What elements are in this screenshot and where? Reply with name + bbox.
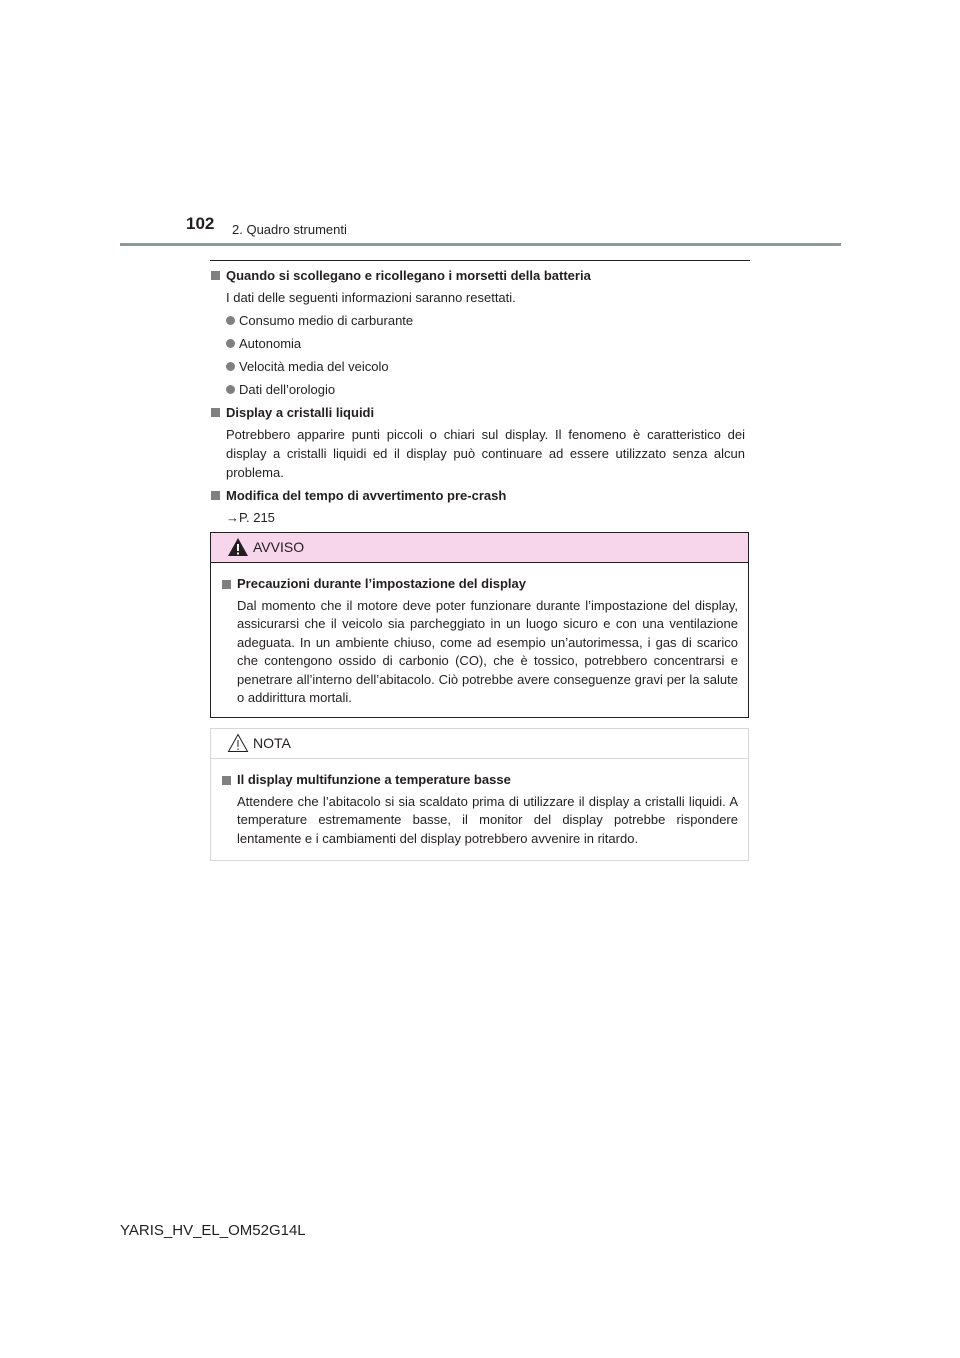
battery-heading-text: Quando si scollegano e ricollegano i morsetti della batteria <box>226 268 591 283</box>
warning-text: Dal momento che il motore deve poter funzionare durante l’impostazione del display, assicurarsi che il veicolo sia parcheggiato in un luogo sicuro e con una ventilazione adeguata. In un ambiente chiuso, come ad esempio un’autorimessa, i gas di scarico che contengono ossido di carbonio (CO), che è tossico, potrebbero concentrarsi e penetrare all’interno dell’abitacolo. Ciò potrebbe avere conseguenze gravi per la salute o addirittura mortali. <box>237 597 738 705</box>
warning-heading <box>221 575 738 594</box>
battery-heading <box>210 266 750 285</box>
circle-bullet-icon <box>226 385 235 394</box>
warning-header <box>211 533 748 563</box>
warning-heading-text: Precauzioni durante l’impostazione del display <box>237 576 526 591</box>
square-bullet-icon <box>222 580 231 589</box>
warning-triangle-icon <box>227 537 249 557</box>
square-bullet-icon <box>211 491 220 500</box>
list-item <box>226 334 750 353</box>
list-item-text: Velocità media del veicolo <box>239 359 389 374</box>
square-bullet-icon <box>211 271 220 280</box>
list-item-text: Autonomia <box>239 336 302 351</box>
notice-body <box>211 759 748 848</box>
notice-heading-text: Il display multifunzione a temperature basse <box>237 772 511 787</box>
header-rule <box>120 243 841 246</box>
precrash-heading-text: Modifica del tempo di avvertimento pre-crash <box>226 488 507 503</box>
square-bullet-icon <box>222 776 231 785</box>
notice-heading <box>221 771 738 790</box>
lcd-heading-text: Display a cristalli liquidi <box>226 405 375 420</box>
list-item <box>226 380 750 399</box>
list-item <box>226 357 750 376</box>
section-title: 2. Quadro strumenti <box>232 222 347 237</box>
list-item <box>226 311 750 330</box>
warning-box <box>210 532 749 718</box>
page-reference-link[interactable]: →P. 215 <box>226 510 275 525</box>
lcd-text: Potrebbero apparire punti piccoli o chiari sul display. Il fenomeno è caratteristico dei display a cristalli liquidi ed il display può continuare ad essere utilizzato senza alcun problema. <box>226 427 745 480</box>
precrash-heading <box>210 486 750 505</box>
notice-text: Attendere che l’abitacolo si sia scaldato prima di utilizzare il display a cristalli liquidi. A temperature estremamente basse, il monitor del display potrebbe rispondere lentamente e i cambiamenti del display potrebbero avvenire in ritardo. <box>237 793 738 846</box>
square-bullet-icon <box>211 408 220 417</box>
page-number: 102 <box>186 214 215 233</box>
warning-body <box>211 563 748 708</box>
content-top-rule <box>210 260 750 261</box>
list-item-text: Dati dell’orologio <box>239 382 336 397</box>
circle-bullet-icon <box>226 362 235 371</box>
caution-triangle-outline-icon <box>227 733 249 753</box>
circle-bullet-icon <box>226 339 235 348</box>
list-item-text: Consumo medio di carburante <box>239 313 414 328</box>
battery-intro: I dati delle seguenti informazioni saranno resettati. <box>226 290 516 305</box>
main-content <box>210 266 750 531</box>
notice-header <box>211 729 748 759</box>
manual-code: YARIS_HV_EL_OM52G14L <box>120 1222 306 1239</box>
circle-bullet-icon <box>226 316 235 325</box>
lcd-heading <box>210 403 750 422</box>
notice-box <box>210 728 749 861</box>
warning-label: AVVISO <box>253 539 305 555</box>
notice-label: NOTA <box>253 735 291 751</box>
